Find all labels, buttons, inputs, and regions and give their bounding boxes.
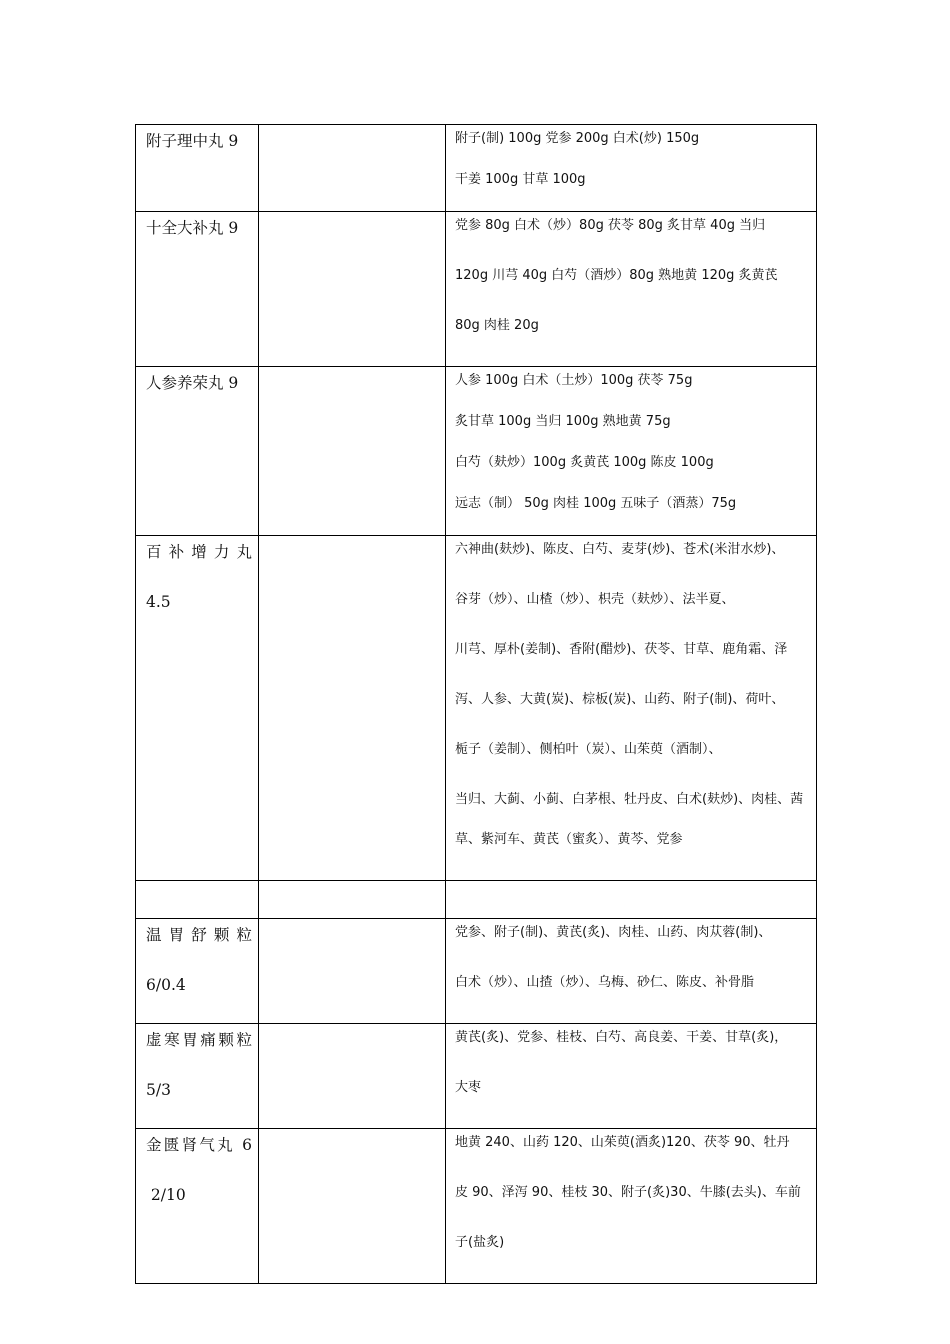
empty-cell (259, 1129, 446, 1284)
ingredients-cell (446, 125, 817, 212)
formula-name-cell (136, 536, 259, 881)
ingredient-line: 炙甘草 100g 当归 100g 熟地黄 75g (455, 414, 671, 429)
ingredients-cell (446, 212, 817, 367)
empty-cell (259, 881, 446, 919)
ingredient-line: 人参 100g 白术（土炒）100g 茯苓 75g (455, 373, 693, 388)
ingredient-line: 干姜 100g 甘草 100g (455, 172, 586, 187)
empty-cell (136, 881, 259, 919)
ingredient-line: 六神曲(麸炒)、陈皮、白芍、麦芽(炒)、苍术(米泔水炒)、 (455, 542, 785, 557)
formula-dose: 2/10 (146, 1186, 186, 1204)
formula-name-cell (136, 1024, 259, 1129)
table-row (136, 125, 817, 212)
empty-cell (259, 1024, 446, 1129)
formula-name: 虚寒胃痛颗粒 (146, 1031, 252, 1049)
table-row (136, 1024, 817, 1129)
table-row (136, 881, 817, 919)
empty-cell (259, 212, 446, 367)
formula-name-cell (136, 1129, 259, 1284)
ingredient-line: 120g 川芎 40g 白芍（酒炒）80g 熟地黄 120g 炙黄芪 (455, 268, 778, 283)
ingredient-line: 谷芽（炒）、山楂（炒）、枳壳（麸炒）、法半夏、 (455, 592, 735, 607)
table-row (136, 1129, 817, 1284)
ingredient-line: 80g 肉桂 20g (455, 318, 539, 333)
formula-name: 温胃舒颗粒 (146, 926, 252, 944)
ingredient-line: 附子(制) 100g 党参 200g 白术(炒) 150g (455, 131, 700, 146)
ingredient-line: 栀子（姜制）、侧柏叶（炭）、山茱萸（酒制）、 (455, 742, 722, 757)
ingredient-line: 草、紫河车、黄芪（蜜炙）、黄芩、党参 (455, 832, 683, 847)
formula-name: 金匮肾气丸 6 (146, 1136, 252, 1154)
ingredient-line: 子(盐炙) (455, 1235, 505, 1250)
formula-name-cell (136, 125, 259, 212)
ingredient-line: 党参、附子(制)、黄芪(炙)、肉桂、山药、肉苁蓉(制)、 (455, 925, 772, 940)
ingredient-line: 皮 90、泽泻 90、桂枝 30、附子(炙)30、牛膝(去头)、车前 (455, 1185, 801, 1200)
formula-name-cell (136, 367, 259, 536)
ingredient-line: 党参 80g 白术（炒）80g 茯苓 80g 炙甘草 40g 当归 (455, 218, 766, 233)
formula-dose: 6/0.4 (146, 976, 186, 994)
empty-cell (259, 919, 446, 1024)
ingredient-line: 地黄 240、山药 120、山茱萸(酒炙)120、茯苓 90、牡丹 (455, 1135, 790, 1150)
ingredient-line: 川芎、厚朴(姜制)、香附(醋炒)、茯苓、甘草、鹿角霜、泽 (455, 642, 788, 657)
formula-name: 十全大补丸 9 (146, 219, 239, 237)
empty-cell (446, 881, 817, 919)
ingredients-cell (446, 367, 817, 536)
empty-cell (259, 125, 446, 212)
formula-name-cell (136, 212, 259, 367)
empty-cell (259, 367, 446, 536)
formula-dose: 5/3 (146, 1081, 171, 1099)
ingredient-line: 当归、大蓟、小蓟、白茅根、牡丹皮、白术(麸炒)、肉桂、茜 (455, 792, 804, 807)
table-row (136, 367, 817, 536)
table-row (136, 536, 817, 881)
formula-name: 附子理中丸 9 (146, 132, 239, 150)
ingredient-line: 大枣 (455, 1080, 482, 1095)
formula-name: 百补增力丸 (146, 543, 252, 561)
ingredients-cell (446, 536, 817, 881)
ingredient-line: 白芍（麸炒）100g 炙黄芪 100g 陈皮 100g (455, 455, 714, 470)
ingredients-cell (446, 1129, 817, 1284)
ingredient-line: 白术（炒）、山揸（炒）、乌梅、砂仁、陈皮、补骨脂 (455, 975, 755, 990)
formula-dose: 4.5 (146, 593, 171, 611)
ingredients-cell (446, 919, 817, 1024)
formula-table (135, 124, 817, 1284)
ingredient-line: 远志（制） 50g 肉桂 100g 五味子（酒蒸）75g (455, 496, 737, 511)
formula-name-cell (136, 919, 259, 1024)
empty-cell (259, 536, 446, 881)
ingredient-line: 泻、人参、大黄(炭)、棕板(炭)、山药、附子(制)、荷叶、 (455, 692, 785, 707)
formula-name: 人参养荣丸 9 (146, 374, 239, 392)
table-row (136, 919, 817, 1024)
ingredient-line: 黄芪(炙)、党参、桂枝、白芍、高良姜、干姜、甘草(炙)， (455, 1030, 788, 1045)
ingredients-cell (446, 1024, 817, 1129)
table-row (136, 212, 817, 367)
